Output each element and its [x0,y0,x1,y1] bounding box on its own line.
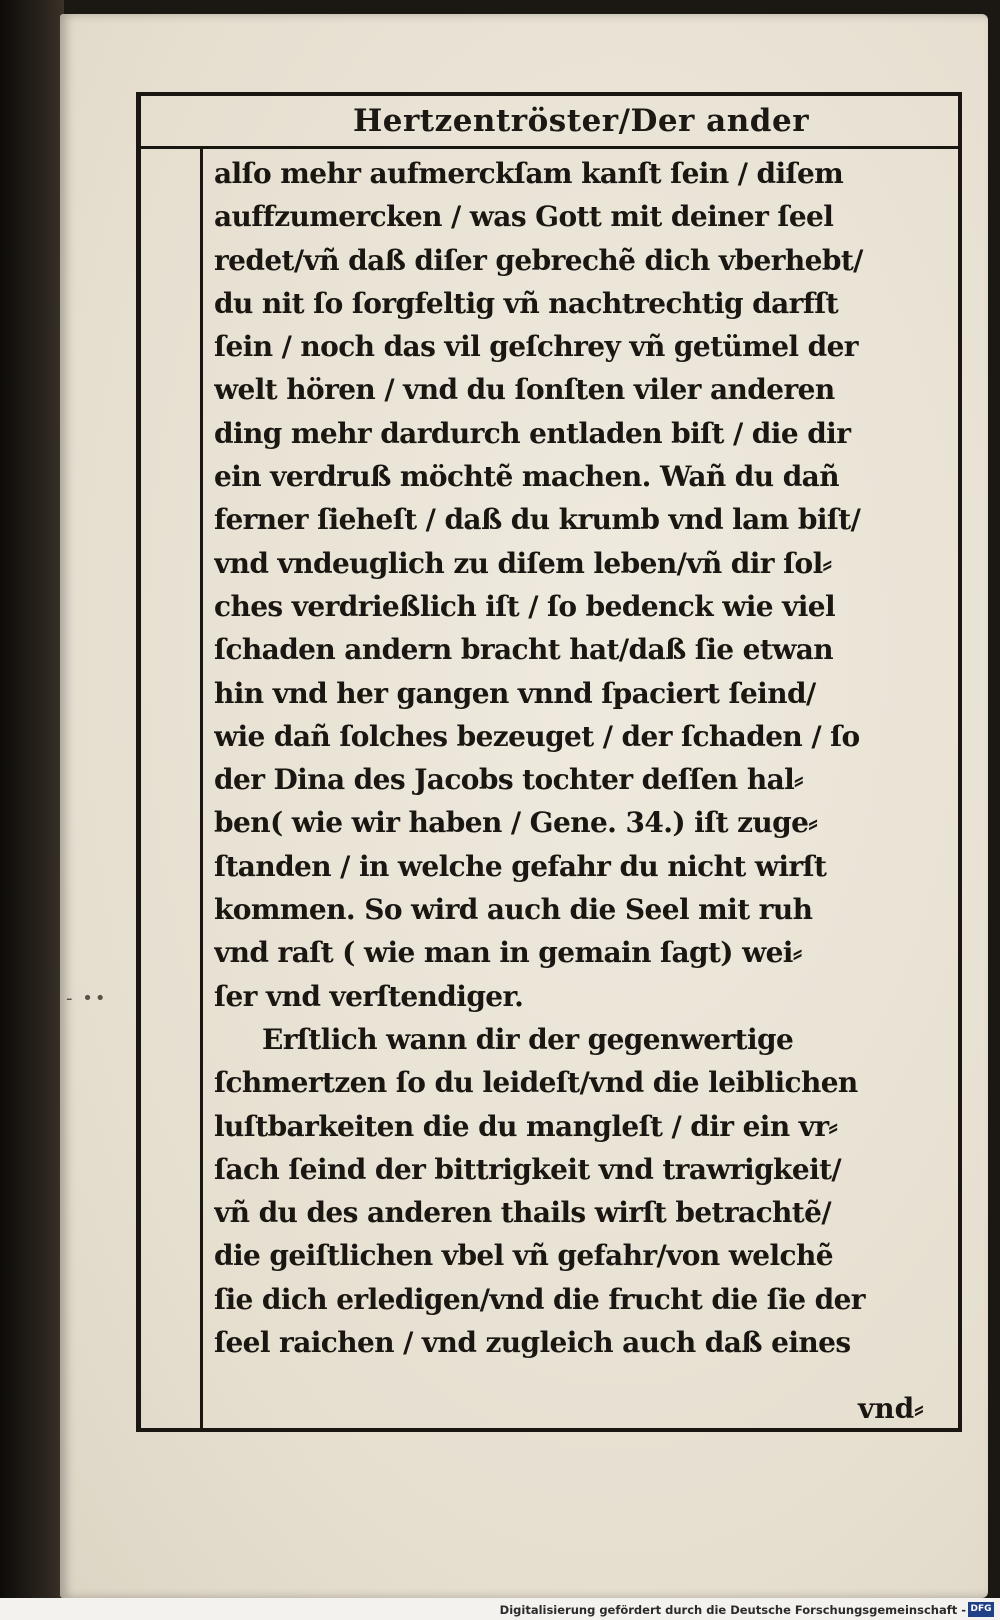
text-line: ſchaden andern bracht hat/daß ſie etwan [214,633,834,667]
text-line: alſo mehr aufmerckſam kanſt ſein / diſem [214,157,844,190]
text-line: du nit ſo ſorgfeltig vñ nachtrechtig darfſt [214,286,839,320]
footer-credit: Digitalisierung gefördert durch die Deutsche Forschungsgemeinschaft - [499,1603,966,1617]
text-line: die geiſtlichen vbel vñ gefahr/von welchẽ [214,1239,833,1273]
text-line: vnd raſt ( wie man in gemain ſagt) wei⸗ [214,936,802,970]
text-line: vnd vndeuglich zu diſem leben/vñ dir ſol⸗ [214,546,832,580]
text-line: auffzumercken / was Gott mit deiner ſeel [214,200,834,234]
text-line: ſein / noch das vil geſchrey vñ getümel der [214,330,858,364]
catchword: vnd⸗ [858,1392,924,1425]
text-line: wie dañ ſolches bezeuget / der ſchaden / ſo [214,719,860,753]
text-line: ſtanden / in welche gefahr du nicht wirſt [214,849,827,883]
text-line: ches verdrießlich iſt / ſo bedenck wie viel [214,589,836,623]
text-line: ein verdruß möchtẽ machen. Wañ du dañ [214,460,839,494]
text-line: ding mehr dardurch entladen biſt / die dir [214,416,851,450]
margin-mark: - •• [66,988,108,1009]
text-line: ferner ſieheſt / daß du krumb vnd lam biſt/ [214,503,861,537]
text-line: ſach ſeind der bittrigkeit vnd trawrigkeit/ [214,1152,842,1186]
text-line: hin vnd her gangen vnnd ſpaciert ſeind/ [214,676,816,710]
text-line: ſie dich erledigen/vnd die frucht die ſie der [214,1282,865,1316]
text-line: ſer vnd verſtendiger. [214,979,524,1013]
text-line: kommen. So wird auch die Seel mit ruh [214,893,813,927]
text-line: Erſtlich wann dir der gegenwertige [262,1022,794,1056]
text-line: ſeel raichen / vnd zugleich auch daß eines [214,1326,851,1360]
text-line: welt hören / vnd du ſonſten viler anderen [214,373,835,407]
text-line: der Dina des Jacobs tochter deſſen hal⸗ [214,763,803,797]
running-head: Hertzentröster/Der ander [352,103,810,139]
text-line: ben( wie wir haben / Gene. 34.) iſt zuge⸗ [214,806,818,840]
dfg-logo: DFG [968,1602,994,1617]
text-line: redet/vñ daß diſer gebrechẽ dich vberhebt/ [214,243,863,277]
body-text [214,152,950,1364]
text-line: vñ du des anderen thails wirſt betrachtẽ/ [214,1196,831,1230]
text-line: luſtbarkeiten die du mangleſt / dir ein vr⸗ [214,1109,838,1143]
text-line: ſchmertzen ſo du leideſt/vnd die leiblichen [214,1066,858,1100]
scan-background [0,0,64,1620]
